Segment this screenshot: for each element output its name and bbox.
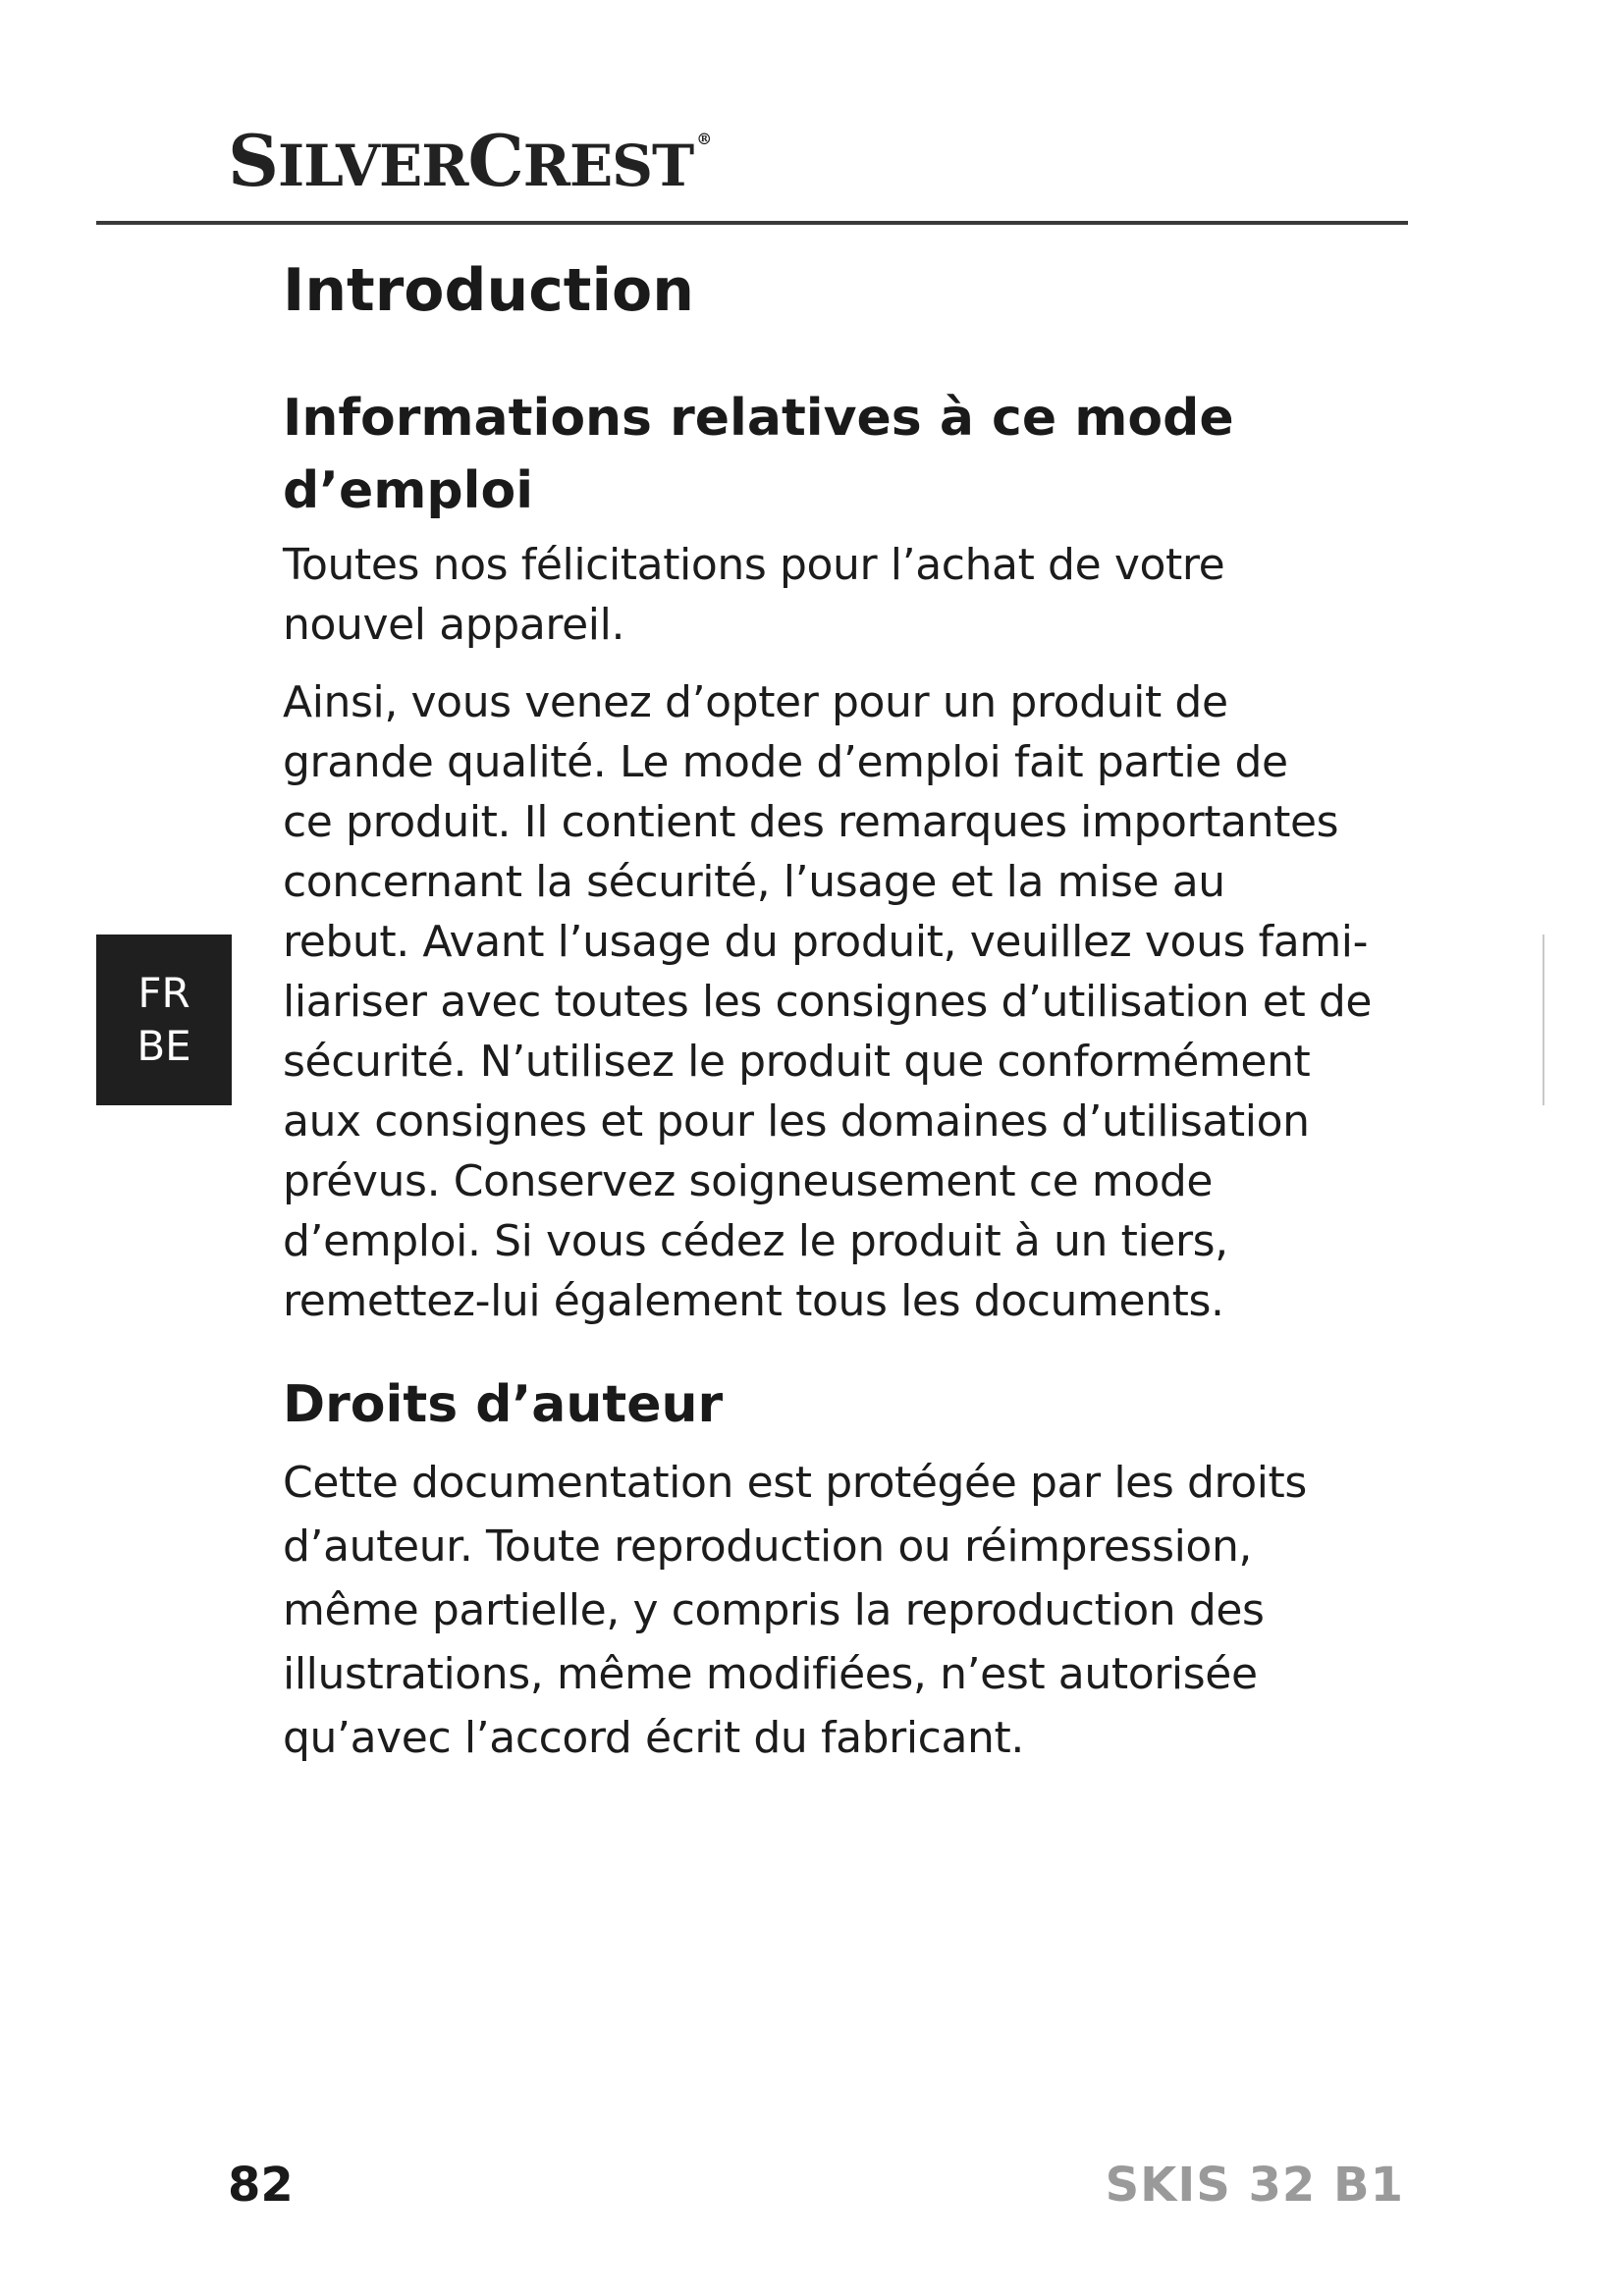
header-divider bbox=[96, 221, 1408, 225]
language-code-be: BE bbox=[136, 1022, 191, 1070]
model-number: SKIS 32 B1 bbox=[1105, 2158, 1404, 2213]
paragraph-quality-info: Ainsi, vous venez d’opter pour un produit de grande qualité. Le mode d’emploi fait partie de ce produit. Il contient des remarques importantes concernant la sécurité, l’usage et la mise au rebut. Avant l’usage du produit, veuillez vous fami- liariser avec toutes les consignes d’utilisation et de sécurité. N’utilisez le produit que conformément aux consignes et pour les domaines d’utilisation prévus. Conservez soigneusement ce mode d’emploi. Si vous cédez le produit à un tiers, remettez-lui également tous les documents. bbox=[283, 677, 1373, 1326]
paragraph-congratulations: Toutes nos félicitations pour l’achat de votre nouvel appareil. bbox=[283, 540, 1225, 650]
page-number: 82 bbox=[228, 2158, 294, 2213]
language-code-fr: FR bbox=[137, 969, 190, 1017]
paragraph-copyright: Cette documentation est protégée par les droits d’auteur. Toute reproduction ou réimpression, même partielle, y compris la reproduction des illustrations, même modifiées, n’est autorisée qu’avec l’accord écrit du fabricant. bbox=[283, 1458, 1307, 1763]
edge-marker bbox=[1543, 934, 1544, 1105]
page-content bbox=[283, 245, 1373, 1770]
brand-logo: SILVERCREST ® bbox=[228, 119, 712, 202]
section-heading-copyright: Droits d’auteur bbox=[283, 1375, 724, 1434]
page-title: Introduction bbox=[283, 256, 694, 325]
section-heading-manual-info: Informations relatives à ce mode d’emploi bbox=[283, 389, 1234, 520]
language-tab bbox=[96, 934, 232, 1105]
